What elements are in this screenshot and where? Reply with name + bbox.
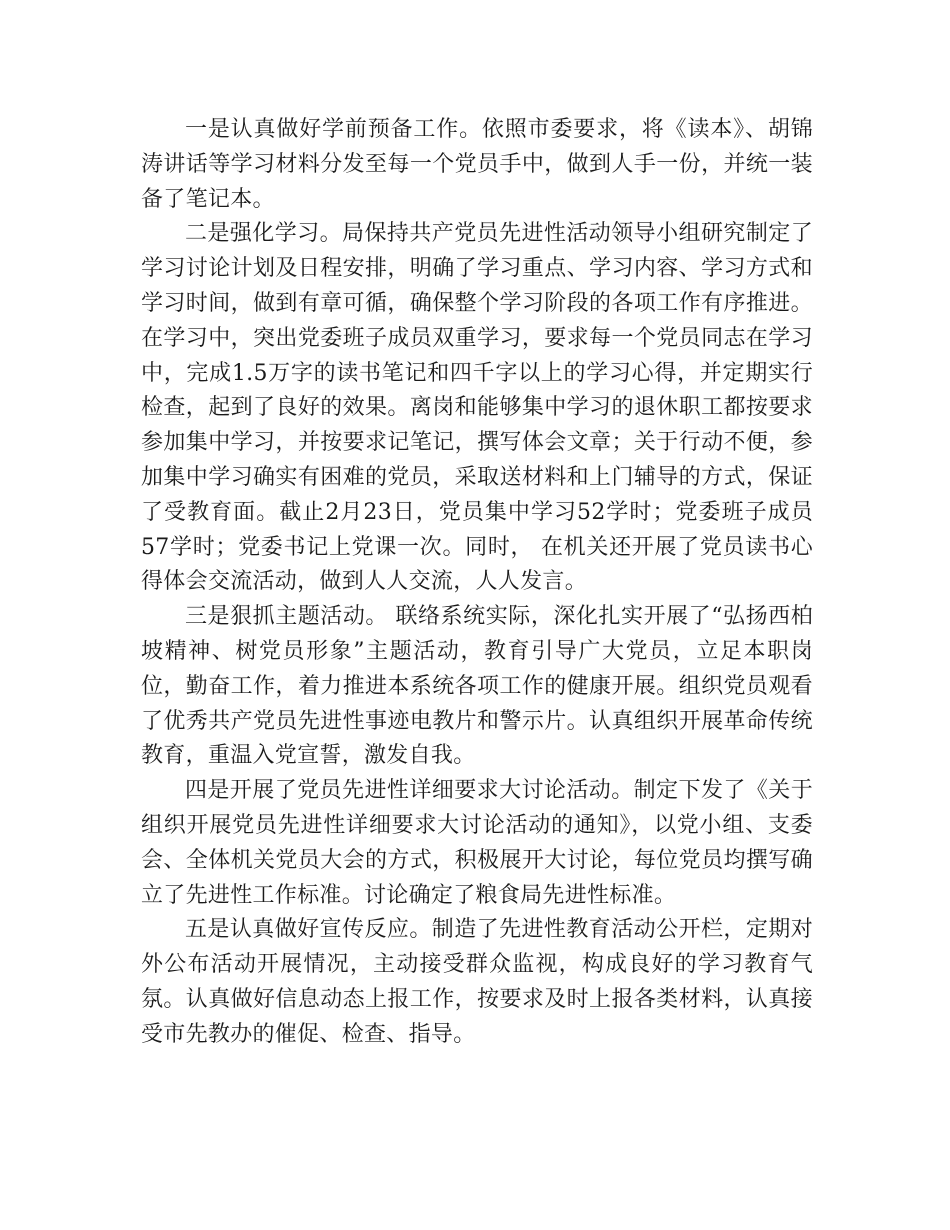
- paragraph-theme-activity: 三是狠抓主题活动。 联络系统实际，深化扎实开展了“弘扬西柏坡精神、树党员形象”主题活动，教育引导广大党员，立足本职岗位，勤奋工作，着力推进本系统各项工作的健康开展。组织党员观看了优秀共产党员先进性事迹电教片和警示片。认真组织开展革命传统教育，重温入党宣誓，激发自我。: [141, 604, 813, 769]
- paragraph-discussion: 四是开展了党员先进性详细要求大讨论活动。制定下发了《关于组织开展党员先进性详细要求大讨论活动的通知》，以党小组、支委会、全体机关党员大会的方式，积极展开大讨论，每位党员均撰写确立了先进性工作标准。讨论确定了粮食局先进性标准。: [141, 778, 813, 908]
- paragraph-publicity: 五是认真做好宣传反应。制造了先进性教育活动公开栏，定期对外公布活动开展情况，主动接受群众监视，构成良好的学习教育气氛。认真做好信息动态上报工作，按要求及时上报各类材料，认真接受市先教办的催促、检查、指导。: [141, 917, 813, 1047]
- paragraph-preparation: 一是认真做好学前预备工作。依照市委要求，将《读本》、胡锦涛讲话等学习材料分发至每一个党员手中，做到人手一份，并统一装备了笔记本。: [141, 117, 813, 212]
- document-page: [141, 113, 813, 1053]
- paragraph-study: 二是强化学习。局保持共产党员先进性活动领导小组研究制定了学习讨论计划及日程安排，明确了学习重点、学习内容、学习方式和学习时间，做到有章可循，确保整个学习阶段的各项工作有序推进。在学习中，突出党委班子成员双重学习，要求每一个党员同志在学习中，完成1.5万字的读书笔记和四千字以上的学习心得，并定期实行检查，起到了良好的效果。离岗和能够集中学习的退休职工都按要求参加集中学习，并按要求记笔记，撰写体会文章；关于行动不便，参加集中学习确实有困难的党员，采取送材料和上门辅导的方式，保证了受教育面。截止2月23日，党员集中学习52学时；党委班子成员57学时；党委书记上党课一次。同时， 在机关还开展了党员读书心得体会交流活动，做到人人交流，人人发言。: [141, 221, 813, 595]
